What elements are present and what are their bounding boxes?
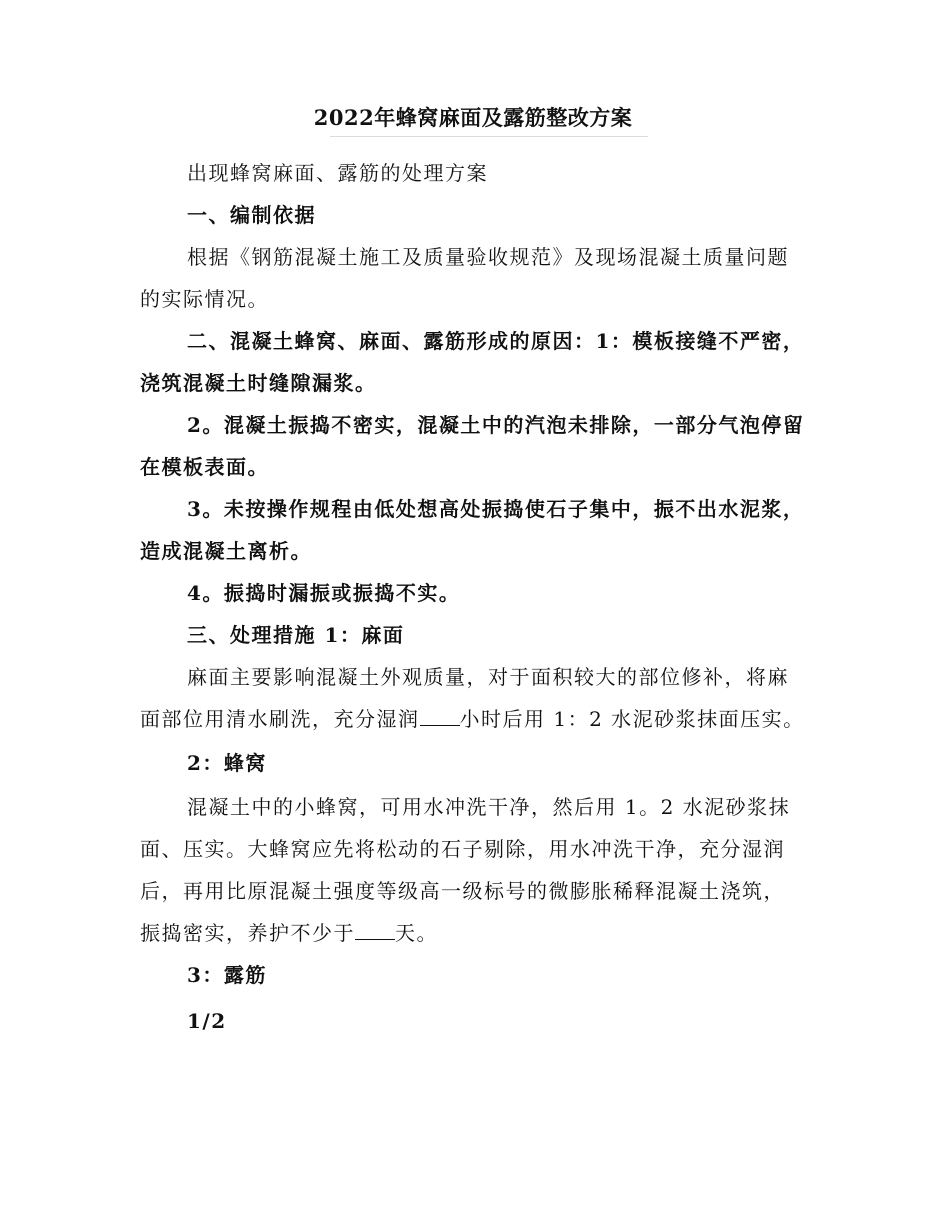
mamian-line xyxy=(140,698,810,740)
section2-line: 二、混凝土蜂窝、麻面、露筋形成的原因：1：模板接缝不严密， xyxy=(187,329,805,353)
intro-paragraph xyxy=(140,152,810,194)
intro-text: 出现蜂窝麻面、露筋的处理方案 xyxy=(187,161,488,185)
fill-in-blank xyxy=(420,707,460,726)
document-title: 2022年蜂窝麻面及露筋整改方案 xyxy=(313,105,633,130)
cause3-paragraph xyxy=(140,488,810,572)
fengwo-heading-text: 2：蜂窝 xyxy=(187,751,267,775)
section2-line: 浇筑混凝土时缝隙漏浆。 xyxy=(140,371,377,395)
fengwo-heading xyxy=(140,742,810,784)
loujin-heading-text: 3：露筋 xyxy=(187,963,267,987)
section1-heading xyxy=(140,194,810,236)
cause4-paragraph xyxy=(140,572,810,614)
title-underline xyxy=(330,136,648,137)
section1-line: 的实际情况。 xyxy=(140,287,269,311)
fengwo-line: 后，再用比原混凝土强度等级高一级标号的微膨胀稀释混凝土浇筑， xyxy=(140,879,785,903)
cause2-paragraph xyxy=(140,404,810,488)
section3-heading xyxy=(140,614,810,656)
mamian-text-b: 小时后用 1：2 水泥砂浆抹面压实。 xyxy=(459,707,805,731)
fengwo-line xyxy=(140,912,810,954)
page-number-text: 1/2 xyxy=(187,1009,227,1033)
fengwo-text-a: 振捣密实，养护不少于 xyxy=(140,921,355,945)
section1-paragraph xyxy=(140,236,810,320)
fengwo-text-b: 天。 xyxy=(395,921,438,945)
section1-heading-text: 一、编制依据 xyxy=(187,203,316,227)
page-number xyxy=(140,1000,810,1042)
fengwo-line: 面、压实。大蜂窝应先将松动的石子剔除，用水冲洗干净，充分湿润 xyxy=(140,837,785,861)
section2-paragraph xyxy=(140,320,810,404)
cause2-line: 2。混凝土振捣不密实，混凝土中的汽泡未排除，一部分气泡停留 xyxy=(187,413,805,437)
mamian-paragraph xyxy=(140,656,810,740)
mamian-line: 麻面主要影响混凝土外观质量，对于面积较大的部位修补，将麻 xyxy=(187,665,789,689)
cause2-line: 在模板表面。 xyxy=(140,455,269,479)
cause4-text: 4。振捣时漏振或振捣不实。 xyxy=(187,581,461,605)
cause3-line: 3。未按操作规程由低处想高处振捣使石子集中，振不出水泥浆， xyxy=(187,497,805,521)
fengwo-line: 混凝土中的小蜂窝，可用水冲洗干净，然后用 1。2 水泥砂浆抹 xyxy=(187,795,791,819)
section3-heading-text: 三、处理措施 1：麻面 xyxy=(187,623,405,647)
mamian-text-a: 面部位用清水刷洗，充分湿润 xyxy=(140,707,420,731)
section1-line: 根据《钢筋混凝土施工及质量验收规范》及现场混凝土质量问题 xyxy=(187,245,789,269)
cause3-line: 造成混凝土离析。 xyxy=(140,539,312,563)
fengwo-paragraph xyxy=(140,786,810,954)
fill-in-blank xyxy=(355,921,395,940)
loujin-heading xyxy=(140,954,810,996)
